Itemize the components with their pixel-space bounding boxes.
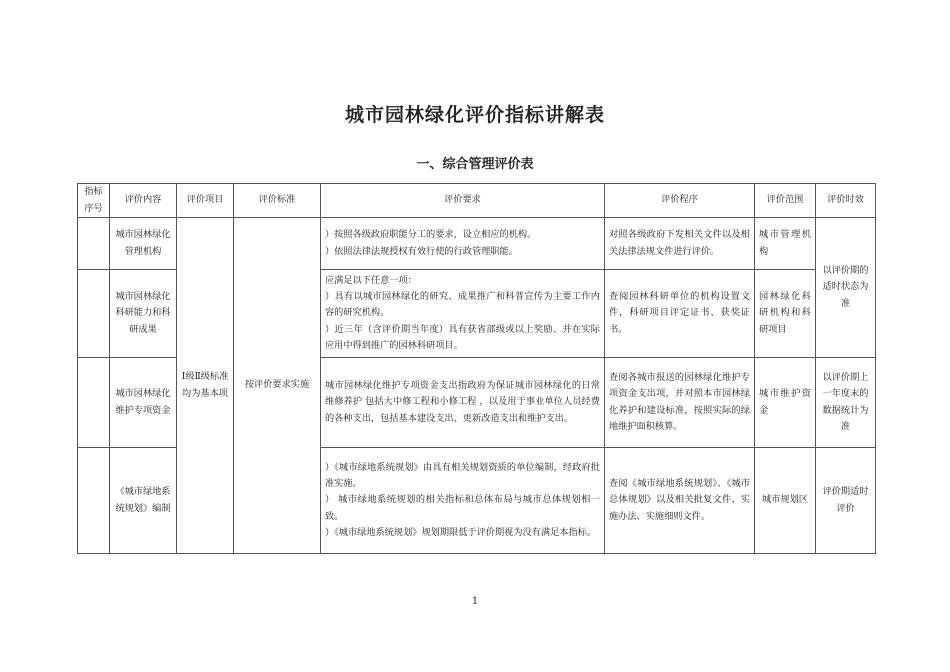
header-timeframe: 评价时效: [816, 184, 876, 218]
evaluation-table: [77, 183, 876, 554]
requirement-line: ）具有以城市园林绿化的研究、成果推广和科普宣传为主要工作内容的研究机构。: [325, 291, 600, 319]
content-cell: 城市园林绿化科研能力和科研成果: [110, 270, 177, 358]
document-title: 城市园林绿化评价指标讲解表: [344, 104, 605, 126]
content-cell: 城市园林绿化管理机构: [110, 218, 177, 270]
header-standard: 评价标准: [234, 184, 321, 218]
index-cell: [78, 218, 110, 270]
timeframe-cell: 以评价期的适时状态为准: [816, 218, 876, 358]
header-requirement: 评价要求: [321, 184, 605, 218]
procedure-cell: 查阅各城市报送的园林绿化维护专项资金支出项，并对照本市园林绿化养护和建设标准，按照实际的绿地维护面积核算。: [605, 358, 755, 448]
content-cell: 《城市绿地系统规划》编制: [110, 448, 177, 554]
scope-cell: 城市规划区: [755, 448, 816, 554]
procedure-cell: 对照各级政府下发相关文件以及相关法律法规文件进行评价。: [605, 218, 755, 270]
index-cell: [78, 448, 110, 554]
index-cell: [78, 270, 110, 358]
requirement-line: ） 城市绿地系统规划的相关指标和总体布局与城市总体规划相一致。: [325, 494, 600, 522]
timeframe-cell: 以评价期上一年度末的数据统计为准: [816, 358, 876, 448]
procedure-cell: 查阅园林科研单位的机构设置文件，科研项目评定证书、获奖证书。: [605, 270, 755, 358]
requirement-cell: [321, 358, 605, 448]
section-title: 一、综合管理评价表: [416, 157, 534, 172]
requirement-cell: [321, 448, 605, 554]
requirement-line: ）近三年（含评价期当年度）具有获省部级或以上奖励、并在实际应用中得到推广的园林科研项目。: [325, 323, 600, 351]
scope-cell: 园林绿化科研机构和科研项目: [755, 270, 816, 358]
timeframe-cell: 评价期适时评价: [816, 448, 876, 554]
scope-cell: 城市维护资金: [755, 358, 816, 448]
header-item: 评价项目: [177, 184, 234, 218]
requirement-line: 应满足以下任意一项：: [325, 275, 417, 287]
requirement-line: ）依照法律法规授权有效行使的行政管理职能。: [325, 245, 518, 257]
standard-cell: 按评价要求实施: [234, 218, 321, 554]
header-procedure: 评价程序: [605, 184, 755, 218]
requirement-line: 城市园林绿化维护专项资金支出指政府为保证城市园林绿化的日常维修养护 包括大中修工程和小修工程 ，以及用于事业单位人员经费的各种支出，包括基本建设支出、更新改造支出和维护支出。: [325, 380, 600, 424]
requirement-cell: [321, 218, 605, 270]
table-row: [78, 218, 876, 270]
table-header-row: [78, 184, 876, 218]
header-scope: 评价范围: [755, 184, 816, 218]
item-cell: Ⅰ级Ⅱ级标准均为基本项: [177, 218, 234, 554]
requirement-line: ）《城市绿地系统规划》规划期限低于评价期视为没有满足本指标。: [325, 526, 597, 538]
requirement-line: ）《城市绿地系统规划》由具有相关规划资质的单位编制，经政府批准实施。: [325, 462, 600, 490]
header-index: 指标序号: [78, 184, 110, 218]
content-cell: 城市园林绿化维护专项资金: [110, 358, 177, 448]
requirement-line: ）按照各级政府职能分工的要求，设立相应的机构。: [325, 229, 537, 241]
page-number: 1: [471, 596, 479, 607]
index-cell: [78, 358, 110, 448]
header-content: 评价内容: [110, 184, 177, 218]
requirement-cell: [321, 270, 605, 358]
scope-cell: 城市管理机构: [755, 218, 816, 270]
procedure-cell: 查阅《城市绿地系统规划》、《城市总体规划》以及相关批复文件、实施办法、实施细则文件。: [605, 448, 755, 554]
